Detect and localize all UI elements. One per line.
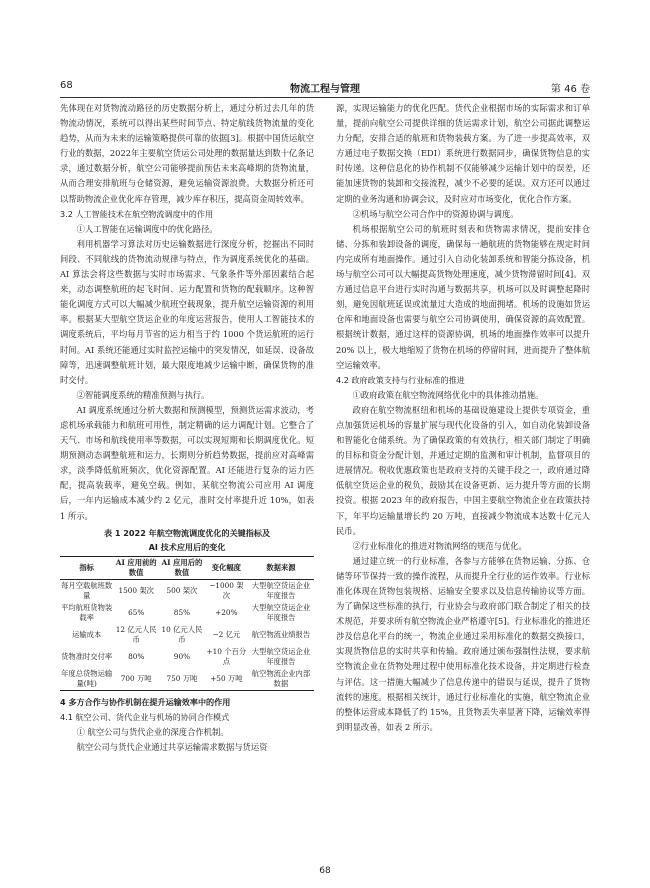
table-cell: +50 万吨 [210,673,243,683]
table-cell: 货物准时交付率 [61,651,113,661]
header-page-number: 68 [60,80,73,91]
table-cell: +10 个百分点 [206,646,247,666]
table-cell: 大型航空货运企业年度报告 [251,580,311,600]
footer-page-number: 68 [319,866,331,876]
section-heading-3-2: 3.2 人工智能技术在航空物流调度中的作用 [60,208,214,219]
table-title-line-2: AI 技术应用后的变化 [148,541,226,552]
table-cell: 500 架次 [166,585,198,595]
data-table [60,556,314,691]
table-cell: 年度总货物运输量(吨) [61,668,113,688]
header-rule [60,97,590,98]
paragraph: 通过建立统一的行业标准，各参与方能够在货物运输、分拣、仓储等环节保持一致的操作流程，从而提升全行业的运作效率。行业标准化体现在货物包装规格、运输安全要求以及信息传输协议等方面。为了确保这些标准的执行，行业协会与政府部门联合制定了相关的技术规范，并要求所有航空物流企业严格遵守[5]。行业标准化的推进还涉及信息化平台的统一，物流企业通过采用标准化的数据交换接口，实现货物信息的实时共享和传输。政府通过颁布强制性法规，要求航空物流企业在货物处理过程中使用标准化技术设备，并定期进行检查与评估。这一措施大幅减少了信息传递中的错误与延误，提升了货物流转的速度。根据相关统计，通过行业标准化的实施，航空物流企业的整体运营成本降低了约 15%，且货物丢失率显著下降，运输效率得到明显改善，如表 2 所示。 [336,555,590,732]
subsection-heading: ②智能调度系统的精准预测与执行。 [76,389,210,400]
table-row [60,602,314,624]
table-cell: 85% [173,607,191,617]
table-cell: 700 万吨 [120,673,152,683]
right-column [336,101,590,735]
table-cell: 90% [173,651,191,661]
paragraph: AI 调度系统通过分析大数据和预测模型，预测货运需求波动，考虑机场承载能力和航班可用性，制定精确的运力调配计划。它整合了天气、市场和航线使用率等数据，可以实现短期和长期调度优化。短期预测动态调整航班和运力，长期则分析趋势数据，提前应对高峰需求，淡季降低航班频次，优化资源配置。AI 还能进行复杂的运力匹配，提高装载率，避免空载。例如，某航空物流公司应用 AI 调度后，一年内运输成本减少约 2 亿元，准时交付率提升近 10%，如表 1 所示。 [60,404,314,521]
table-cell: 12 亿元人民币 [115,624,157,644]
section-heading-4: 4 多方合作与协作机制在提升运输效率中的作用 [60,696,231,707]
table-cell: 1500 架次 [118,585,154,595]
paragraph: 源，实现运输能力的优化匹配。货代企业根据市场的实际需求和订单量，提前向航空公司提供详细的货运需求计划，航空公司据此调整运力分配，安排合适的航班和货物装载方案。为了进一步提高效率，双方通过电子数据交换（EDI）系统进行数据同步，确保货物信息的实时传递。这种信息化的协作机制不仅能够减少运输计划中的误差，还能加速货物的装卸和交接流程，减少不必要的延误。双方还可以通过定期的业务沟通和协调会议，及时应对市场变化，优化合作方案。 [336,103,590,204]
paragraph: 航空公司与货代企业通过共享运输需求数据与货运资 [76,741,268,752]
table-cell: 平均航班货物装载率 [61,602,113,622]
table-header-cell: AI 应用后的数值 [161,557,203,577]
table-cell: 每月空载航班数量 [61,580,113,600]
paragraph: 先体现在对货物流动路径的历史数据分析上，通过分析过去几年的货物流动情况，系统可以得出某些时间节点、特定航线货物流量的变化趋势，从而为未来的运输策略提供可靠的依据[3]。根据中国货运航空行业的数据，2022年主要航空货运公司处理的数据量达到数十亿条记录，通过数据分析，航空公司能够提前预估未来高峰期的货物流量，从而合理安排航班与仓储资源，避免运输资源浪费。大数据分析还可以帮助物流企业优化库存管理，减少库存积压，提高资金周转效率。 [60,103,314,204]
table-title [60,526,314,554]
section-heading-4-1: 4.1 航空公司、货代企业与机场的协同合作模式 [60,711,230,722]
table-cell: −2 亿元 [212,629,241,639]
table-header-row [60,556,314,579]
paragraph: 政府在航空物流枢纽和机场的基础设施建设上提供专项资金，重点加强货运机场的容量扩展与现代化设备的引入，如自动化装卸设备和智能化仓储系统。为了确保政策的有效执行，相关部门制定了明确的目标和资金分配计划，并通过定期的监测和审计机制，监督项目的进展情况。税收优惠政策也是政府支持的关键手段之一，政府通过降低航空货运企业的税负，鼓励其在设备更新、运力提升等方面的长期投资。根据 2023 年的政府报告，中国主要航空物流企业在政策扶持下，年平均运输量增长约 20 万吨，直接减少物流成本达数十亿元人民币。 [336,404,590,536]
table-row [60,579,314,602]
left-column [60,101,314,755]
section-heading-4-2: 4.2 政府政策支持与行业标准的推进 [336,374,465,385]
table-header-cell: 数据来源 [266,562,296,572]
table-header-cell: 指标 [79,562,94,572]
table-cell: 750 万吨 [166,673,198,683]
page-header [60,80,590,96]
table-cell: 运输成本 [72,629,102,639]
table-cell: −1000 架次 [209,580,244,600]
table-cell: 大型航空货运企业年度报告 [251,646,311,666]
table-cell: 10 亿元人民币 [161,624,203,644]
paragraph: 机场根据航空公司的航班时刻表和货物需求情况，提前安排仓储、分拣和装卸设备的调度，确保每一趟航班的货物能够在规定时间内完成所有地面操作。通过引入自动化装卸系统和智能分拣设备，机场与航空公司可以大幅提高货物处理速度，减少货物滞留时间[4]。双方通过信息平台进行实时沟通与数据共享，机场可以及时调整起降时刻，避免因航班延误或流量过大造成的地面拥堵。机场的设施如货运仓库和地面设备也需要与航空公司协调使用，确保资源的高效配置。根据统计数据，通过这样的资源协调，机场的地面操作效率可以提升 20% 以上，极大地缩短了货物在机场的停留时间，进而提升了整体航空运输效率。 [336,223,590,370]
table-title-line-1: 表 1 2022 年航空物流调度优化的关键指标及 [103,527,271,538]
table-cell: 65% [128,607,145,617]
table-cell: +20% [215,607,238,617]
table-cell: 大型航空货运企业年度报告 [251,602,311,622]
table-row [60,668,314,691]
subsection-heading: ① 航空公司与货代企业的深度合作机制。 [76,726,229,737]
subsection-heading: ①政府政策在航空物流网络优化中的具体推动措施。 [352,389,544,400]
journal-title: 物流工程与管理 [290,84,360,95]
table-cell: 航空物流业绩报告 [251,629,311,639]
table-header-cell: 变化幅度 [211,562,241,572]
table-cell: 80% [128,651,145,661]
subsection-heading: ②机场与航空公司合作中的资源协调与调度。 [352,208,519,219]
volume-label: 第 46 卷 [550,84,590,95]
table-row [60,624,314,646]
table-row [60,646,314,668]
subsection-heading: ①人工智能在运输调度中的优化路径。 [76,223,218,234]
table-header-cell: AI 应用前的数值 [115,557,157,577]
subsection-heading: ②行业标准化的推进对物流网络的规范与优化。 [352,540,527,551]
paragraph: 利用机器学习算法对历史运输数据进行深度分析，挖掘出不同时间段、不同航线的货物流动规律与特点，作为调度系统优化的基础。AI 算法会将这些数据与实时市场需求、气象条件等外部因素结合起来，动态调整航班的起飞时间、运力配置和货物的配载顺序。这种智能化调度方式可以大幅减少航班空载现象，提升航空运输资源的利用率。根据某大型航空货运企业的年度运营报告，使用人工智能技术的调度系统后，平均每月节省的运力相当于约 1000 个货运航班的运行时间。AI 系统还能通过实时监控运输中的突发情况，如延误、设备故障等，迅速调整航班计划，最大限度地减少运输中断，确保货物的准时交付。 [60,238,314,385]
table-cell: 航空物流企业内部数据 [251,668,311,688]
